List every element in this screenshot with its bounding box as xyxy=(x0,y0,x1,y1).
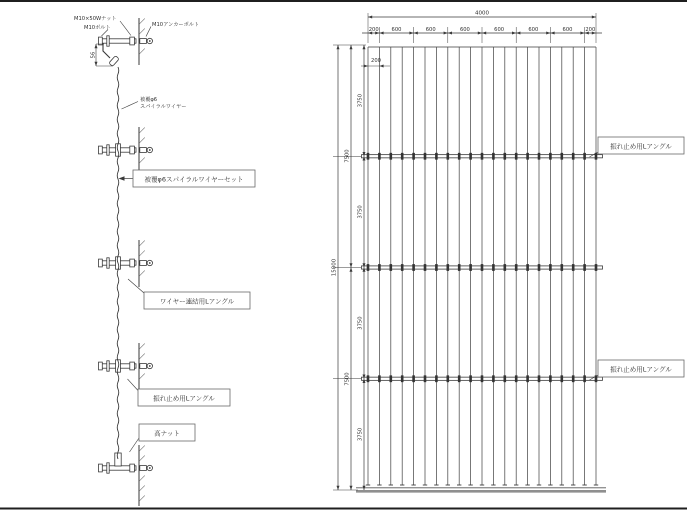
dim-seg-4: 600 xyxy=(494,27,505,33)
dim-quarter-3750-1: 3750 xyxy=(357,93,364,108)
label-wire-note-line2: スパイラルワイヤー xyxy=(140,104,187,110)
drawing-linework xyxy=(0,1,687,509)
callout-high-nut: 高ナット xyxy=(154,429,180,438)
dim-seg-6: 600 xyxy=(562,27,573,33)
dim-quarter-3750-3: 3750 xyxy=(357,316,364,330)
dim-overall-15000: 15000 xyxy=(331,258,338,277)
dim-hook-56: 56 xyxy=(90,51,97,59)
label-wire-note-line1: 被覆φ6 xyxy=(140,97,158,103)
dim-seg-2: 600 xyxy=(425,27,436,33)
callout-wire-connect-angle: ワイヤー連結用Lアングル xyxy=(159,297,235,306)
label-m10-bolt: M10ボルト xyxy=(84,25,111,31)
callout-sway-angle-left: 振れ止め用Lアングル xyxy=(153,394,215,403)
dim-seg-1: 600 xyxy=(391,27,402,33)
dim-seg-7: 200 xyxy=(585,27,596,33)
label-m10-50w-nut: M10×50Wナット xyxy=(74,16,117,22)
dim-overall-4000: 4000 xyxy=(475,10,489,17)
dim-seg-0: 200 xyxy=(368,27,379,33)
dim-quarter-3750-2: 3750 xyxy=(357,205,364,219)
dim-wire-pitch-200: 200 xyxy=(371,58,381,64)
dim-half-7500-upper: 7500 xyxy=(344,149,351,163)
dim-quarter-3750-4: 3750 xyxy=(357,427,364,442)
dim-seg-3: 600 xyxy=(459,27,470,33)
callout-wire-set: 被覆φ6スパイラルワイヤーセット xyxy=(144,175,244,184)
dim-half-7500-lower: 7500 xyxy=(344,372,351,386)
callout-sway-angle-lower: 振れ止め用Lアングル xyxy=(610,365,672,374)
label-m10-anchor-bolt: M10アンカーボルト xyxy=(152,22,200,28)
callout-sway-angle-upper: 振れ止め用Lアングル xyxy=(610,142,672,151)
dim-seg-5: 600 xyxy=(528,27,539,33)
